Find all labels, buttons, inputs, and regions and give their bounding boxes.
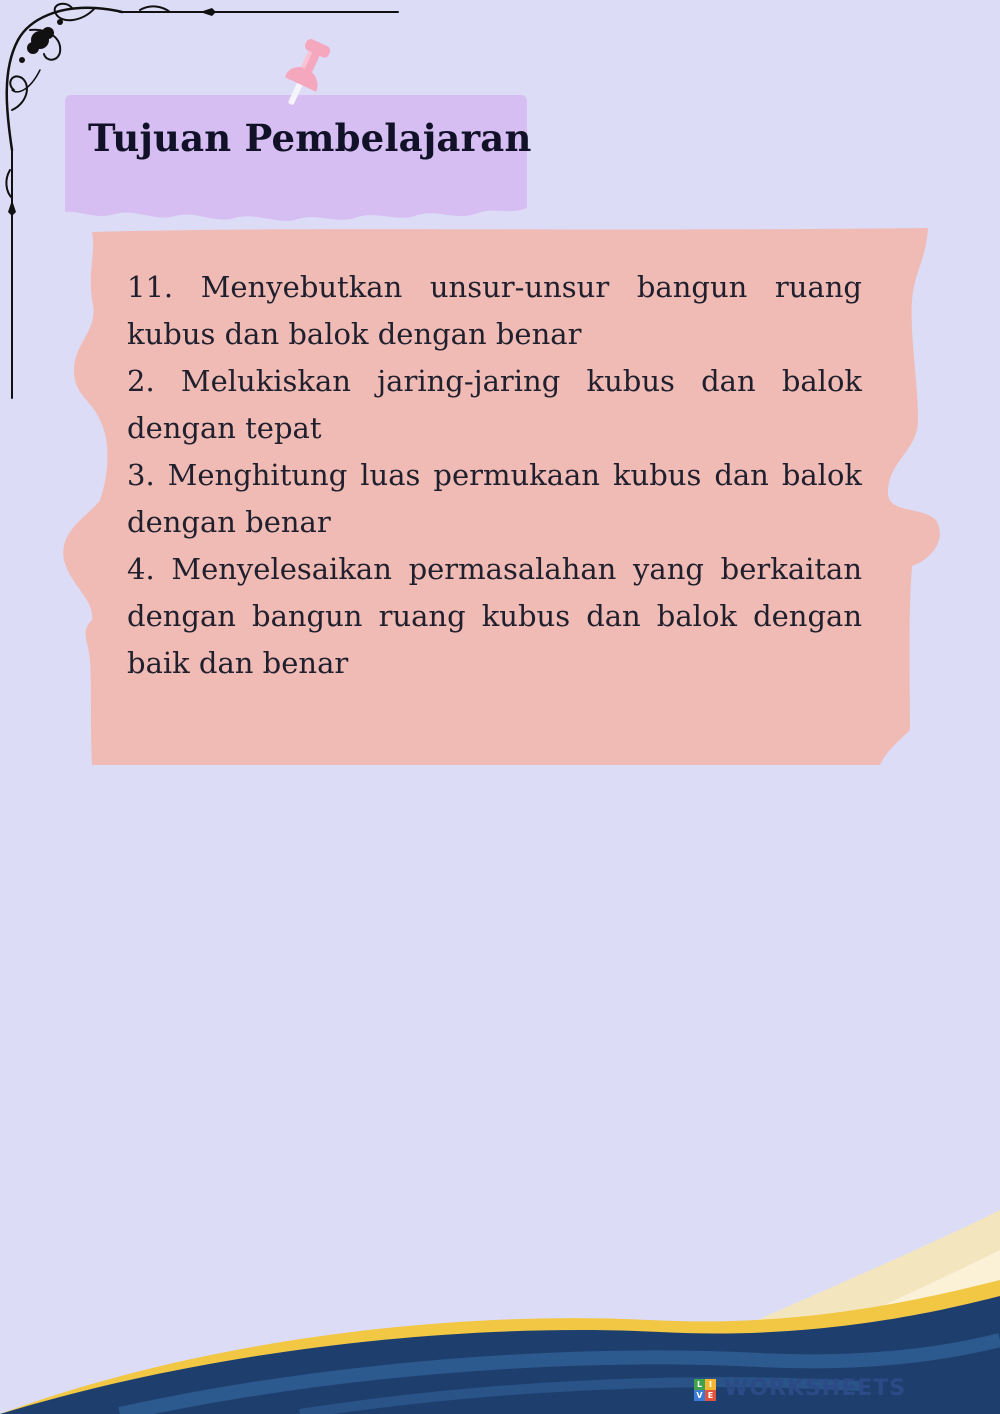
liveworksheets-logo-icon (694, 1379, 716, 1401)
learning-objectives-list (127, 264, 862, 687)
logo-letter: V (694, 1390, 705, 1401)
objective-item: 11. Menyebutkan unsur-unsur bangun ruang kubus dan balok dengan benar (127, 270, 862, 351)
objective-item: 2. Melukiskan jaring-jaring kubus dan balok dengan tepat (127, 364, 862, 445)
logo-letter: I (705, 1379, 716, 1390)
logo-letter: E (705, 1390, 716, 1401)
page-title: Tujuan Pembelajaran (88, 116, 532, 160)
logo-letter: L (694, 1379, 705, 1390)
objective-item: 3. Menghitung luas permukaan kubus dan balok dengan benar (127, 458, 862, 539)
brand-name: WORKSHEETS (724, 1376, 907, 1401)
objective-item: 4. Menyelesaikan permasalahan yang berkaitan dengan bangun ruang kubus dan balok dengan baik dan benar (127, 552, 862, 680)
